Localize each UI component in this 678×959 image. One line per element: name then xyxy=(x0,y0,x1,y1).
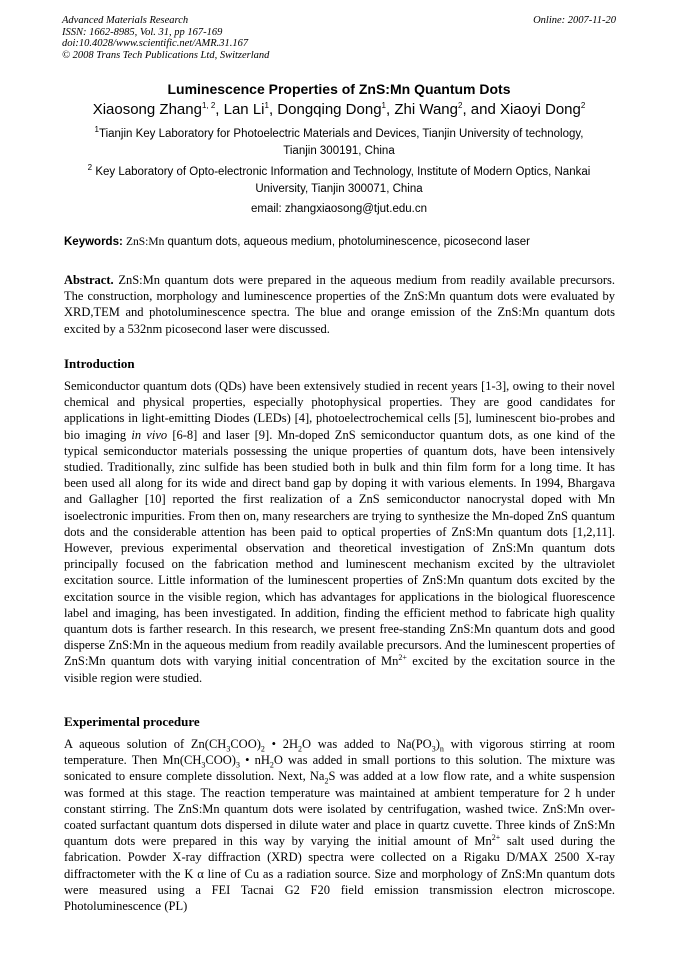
exp-subscript: 2 xyxy=(324,776,329,786)
exp-subscript: 3 xyxy=(201,760,206,770)
author-separator: , xyxy=(268,101,278,118)
affiliation-line: Tianjin 300191, China xyxy=(283,145,395,157)
author-name: Xiaoyi Dong xyxy=(499,101,581,118)
author-separator: , and xyxy=(462,101,500,118)
affiliation-1 xyxy=(62,126,616,160)
intro-text-part-3: excited by the excitation source in the visible region were studied. xyxy=(64,654,615,685)
author-affiliation-mark: 1 xyxy=(264,101,269,110)
affiliation-number: 1 xyxy=(94,125,99,135)
paper-title: Luminescence Properties of ZnS:Mn Quantum Dots xyxy=(167,81,511,97)
intro-italic-term: in vivo xyxy=(131,427,168,442)
abstract-label: Abstract. xyxy=(64,273,114,287)
author-separator: , xyxy=(386,101,395,118)
exp-superscript: 2+ xyxy=(491,833,501,843)
exp-text: S was added at a low flow rate, and a white suspension was formed at this stage. The reaction temperature was maintained at ambient temperature for 2 h under constant stirring. The ZnS:Mn quantum dots were isolated by centrifugation, washed twice. ZnS:Mn over-coated surfactant quantum dots dispersed in dilute water and place in quartz cuvette. Three kinds of ZnS:Mn quantum dots were prepared in this way by varying the initial amount of Mn xyxy=(64,769,616,849)
exp-subscript: 3 xyxy=(235,760,240,770)
introduction-heading: Introduction xyxy=(64,356,135,371)
author-list xyxy=(0,101,678,118)
exp-text: O was added in small portions to this solution. The mixture was sonicated to ensure complete dissolution. Next, Na xyxy=(64,753,616,784)
exp-subscript: 3 xyxy=(431,744,436,754)
exp-subscript: 2 xyxy=(260,744,265,754)
exp-subscript: 2 xyxy=(269,760,274,770)
online-date: Online: 2007-11-20 xyxy=(533,15,616,26)
intro-text-part-2: [6-8] and laser [9]. Mn-doped ZnS semiconductor quantum dots, as one kind of the typical semiconductor materials possessing the unique properties of quantum dots, have been intensively studied. Traditionally, zinc sulfide has been studied both in bulk and thin film form for a long time. It has been used all along for its wide and direct band gap by doping it with various elements. In 1994, Bhargava and Gallagher [10] reported the first realization of a ZnS semiconductor nanocrystal doped with Mn isoelectronic impurities. From then on, many researchers are trying to synthesize the Mn-doped ZnS quantum dots and the considerable attention has been paid to optical properties of ZnS:Mn quantum dots [1,2,11]. However, previous experimental observation and theoretical investigation of ZnS:Mn quantum dots principally focused on the fabrication method and luminescent mechanism excited by the ultraviolet excitation source. Little information of the luminescent properties of ZnS:Mn quantum dots excited by the excitation source in the visible region, which has advantages for applications in the biological fluorescence label and imaging, has been investigated. In addition, finding the efficient method to fabricate high quality quantum dots is farther research. In this research, we present free-standing ZnS:Mn quantum dots and good disperse ZnS:Mn in the aqueous medium from readily available precursors. And the luminescent properties of ZnS:Mn quantum dots with varying initial concentration of Mn xyxy=(64,427,615,669)
intro-superscript: 2+ xyxy=(398,653,407,663)
exp-text: A aqueous solution of Zn(CH xyxy=(64,737,227,751)
author-affiliation-mark: 1 xyxy=(381,101,386,110)
affiliation-number: 2 xyxy=(87,163,93,173)
exp-text: COO) xyxy=(205,753,236,768)
exp-text: O was added to Na(PO xyxy=(302,737,432,751)
keywords-label: Keywords: xyxy=(64,236,123,248)
keywords-line xyxy=(64,236,616,248)
contact-email: email: zhangxiaosong@tjut.edu.cn xyxy=(251,203,427,215)
experimental-heading: Experimental procedure xyxy=(64,714,200,729)
exp-text: • nH xyxy=(239,753,270,768)
author-name: Dongqing Dong xyxy=(277,101,382,118)
exp-text: • 2H xyxy=(264,737,299,751)
experimental-paragraph xyxy=(64,736,615,914)
keyword-first: ZnS:Mn xyxy=(126,236,165,248)
abstract-text: ZnS:Mn quantum dots were prepared in the aqueous medium from readily available precursors. The construction, morphology and luminescence properties of the ZnS:Mn quantum dots were evaluated by XRD,TEM and photoluminescence spectra. The blue and orange emission of the ZnS:Mn quantum dots excited by a 532nm picosecond laser were discussed. xyxy=(64,273,615,336)
author-affiliation-mark: 2 xyxy=(580,101,586,110)
doi-line: doi:10.4028/www.scientific.net/AMR.31.167 xyxy=(62,38,249,49)
journal-name: Advanced Materials Research xyxy=(62,15,189,26)
author-affiliation-mark: 1, 2 xyxy=(201,101,216,110)
exp-text: with vigorous stirring at room temperature. Then Mn(CH xyxy=(64,737,615,768)
author-affiliation-mark: 2 xyxy=(457,101,463,110)
copyright-line: © 2008 Trans Tech Publications Ltd, Switzerland xyxy=(62,49,270,61)
exp-subscript: 3 xyxy=(226,744,231,754)
abstract-paragraph xyxy=(64,272,615,337)
exp-text: ) xyxy=(435,737,440,751)
author-separator: , xyxy=(215,101,224,118)
introduction-paragraph xyxy=(64,378,615,686)
issn-line: ISSN: 1662-8985, Vol. 31, pp 167-169 xyxy=(62,26,223,38)
affiliation-2 xyxy=(62,164,616,198)
exp-subscript: 2 xyxy=(298,744,303,754)
exp-text: COO) xyxy=(230,737,261,751)
intro-text-part-1: Semiconductor quantum dots (QDs) have been extensively studied in recent years [1-3], owing to their novel chemical and physical properties, especially photophysical properties. They are good candidates for applications in light-emitting Diodes (LEDs) [4], photoelectrochemical cells [5], luminescent bio-probes and bio imaging xyxy=(64,379,615,442)
author-name: Lan Li xyxy=(223,101,265,118)
author-name: Zhi Wang xyxy=(394,101,458,118)
affiliation-line: Key Laboratory of Opto-electronic Information and Technology, Institute of Modern Optics, Nankai xyxy=(92,166,591,178)
exp-text: salt used during the fabrication. Powder X-ray diffraction (XRD) spectra were collected on a Rigaku D/MAX 2500 X-ray diffractometer with the K α line of Cu as a radiation source. Size and morphology of ZnS:Mn quantum dots were measured using a FEI Tacnai G2 F20 field emission transmission electron microscope. Photoluminescence (PL) xyxy=(64,834,615,914)
affiliation-line: University, Tianjin 300071, China xyxy=(255,183,423,195)
exp-subscript: n xyxy=(439,744,444,754)
author-name: Xiaosong Zhang xyxy=(92,101,202,118)
affiliation-line: Tianjin Key Laboratory for Photoelectric Materials and Devices, Tianjin University of technology, xyxy=(98,128,584,140)
keywords-text: quantum dots, aqueous medium, photoluminescence, picosecond laser xyxy=(164,236,531,248)
journal-header xyxy=(62,15,616,61)
